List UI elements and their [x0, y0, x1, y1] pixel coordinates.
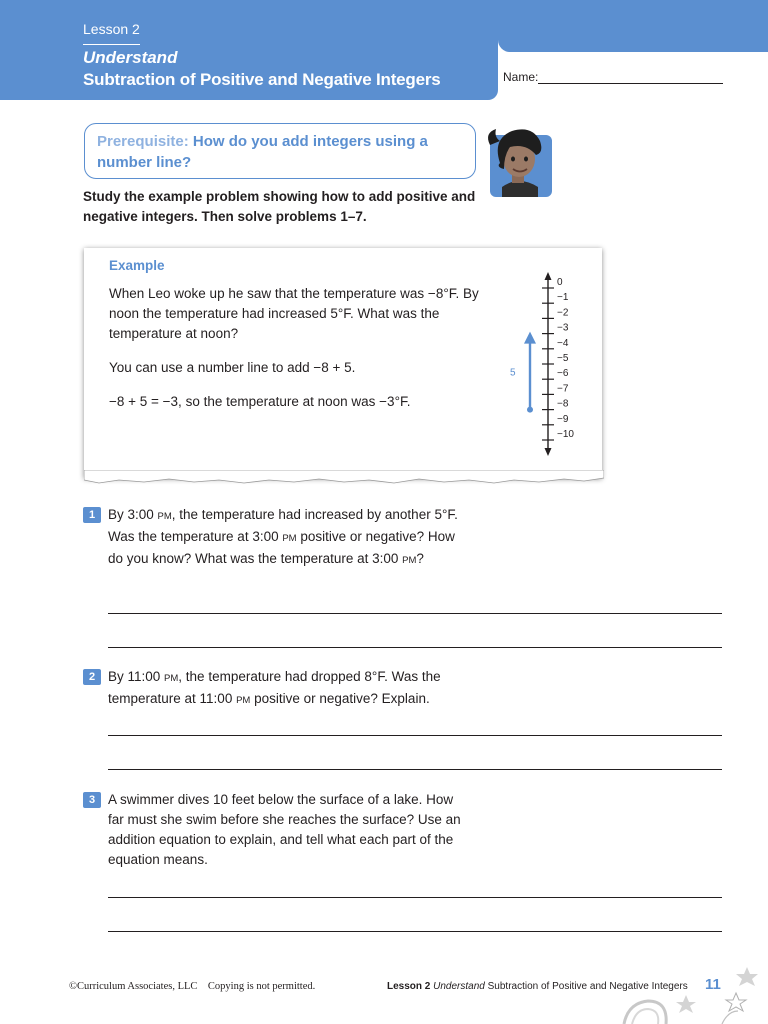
- tick-label: −1: [557, 292, 569, 304]
- axis-arrow-down: [545, 448, 552, 456]
- question-text-part: positive or negative? Explain.: [250, 691, 430, 706]
- footer-subtitle: Subtraction of Positive and Negative Integers: [487, 981, 688, 992]
- header-strip: [498, 0, 768, 52]
- name-label: Name:: [503, 70, 539, 84]
- question-text-part: By 11:00: [108, 669, 165, 684]
- example-title: Example: [109, 258, 165, 273]
- tick-label: −9: [557, 413, 569, 425]
- answer-line[interactable]: [108, 735, 722, 736]
- understand-label: Understand: [83, 48, 178, 67]
- answer-line[interactable]: [108, 897, 722, 898]
- question-text-part: , the temperature had dropped 8°F. Was the temperature at 11:00: [108, 669, 441, 706]
- addition-arrowhead: [524, 332, 536, 344]
- footer-understand: Understand: [433, 981, 485, 992]
- name-field[interactable]: [538, 83, 723, 84]
- time-suffix: PM: [236, 695, 251, 706]
- example-paragraph: You can use a number line to add −8 + 5.: [109, 360, 356, 375]
- footer-lesson: Lesson 2: [387, 981, 431, 992]
- tick-label: −4: [557, 337, 569, 349]
- example-paragraph: −8 + 5 = −3, so the temperature at noon was −3°F.: [109, 394, 411, 409]
- question-text-part: ?: [416, 551, 424, 566]
- stars-decoration-icon: [618, 965, 768, 1024]
- prerequisite-box: [84, 123, 476, 179]
- tick-label: −7: [557, 383, 569, 395]
- question-text: [108, 790, 468, 870]
- tick-label: −8: [557, 398, 569, 410]
- student-avatar-icon: [482, 125, 554, 197]
- tick-label: −5: [557, 353, 569, 364]
- tick-label: −10: [557, 429, 574, 440]
- question-text: [108, 505, 468, 571]
- question-number-badge: 3: [83, 792, 101, 808]
- prerequisite-label: Prerequisite:: [97, 133, 189, 150]
- tick-label: 0: [557, 277, 563, 288]
- question-text-part: , the temperature had increased by another 5°F. Was the temperature at 3:00: [108, 507, 458, 544]
- time-suffix: PM: [402, 555, 417, 566]
- tick-label: −2: [557, 307, 569, 319]
- axis-arrow-up: [545, 272, 552, 280]
- time-suffix: PM: [282, 533, 297, 544]
- header-rule: [83, 44, 140, 45]
- page-title: Subtraction of Positive and Negative Integers: [83, 70, 441, 89]
- question-number-badge: 2: [83, 669, 101, 685]
- question-text-part: A swimmer dives 10 feet below the surface of a lake. How far must she swim before she reaches the surface? Use an addition equation to explain, and tell what each part of the equation means.: [108, 792, 461, 867]
- instructions: Study the example problem showing how to add positive and negative integers. Then solve problems 1–7.: [83, 189, 476, 224]
- question-text-part: positive or negative? How do you know? What was the temperature at 3:00: [108, 529, 455, 566]
- tick-label: −6: [557, 368, 569, 380]
- tick-label: −3: [557, 322, 569, 334]
- answer-line[interactable]: [108, 769, 722, 770]
- page-number: 11: [705, 976, 721, 993]
- lesson-label: Lesson 2: [83, 21, 140, 37]
- question-text: [108, 667, 468, 711]
- answer-line[interactable]: [108, 931, 722, 932]
- time-suffix: PM: [157, 511, 172, 522]
- arrow-label: 5: [510, 367, 516, 379]
- copyright: ©Curriculum Associates, LLC Copying is not permitted.: [69, 981, 316, 992]
- question-number-badge: 1: [83, 507, 101, 523]
- answer-line[interactable]: [108, 613, 722, 614]
- question-text-part: By 3:00: [108, 507, 158, 522]
- header-band: [0, 0, 498, 100]
- number-line: [500, 270, 590, 465]
- prerequisite-text: [97, 131, 463, 173]
- example-text: [109, 284, 489, 426]
- prerequisite-question: How do you add integers using a number line?: [97, 133, 428, 171]
- example-paragraph: When Leo woke up he saw that the temperature was −8°F. By noon the temperature had increased 5°F. What was the temperature at noon?: [109, 286, 479, 341]
- time-suffix: PM: [164, 673, 179, 684]
- torn-edge: [84, 470, 604, 492]
- answer-line[interactable]: [108, 647, 722, 648]
